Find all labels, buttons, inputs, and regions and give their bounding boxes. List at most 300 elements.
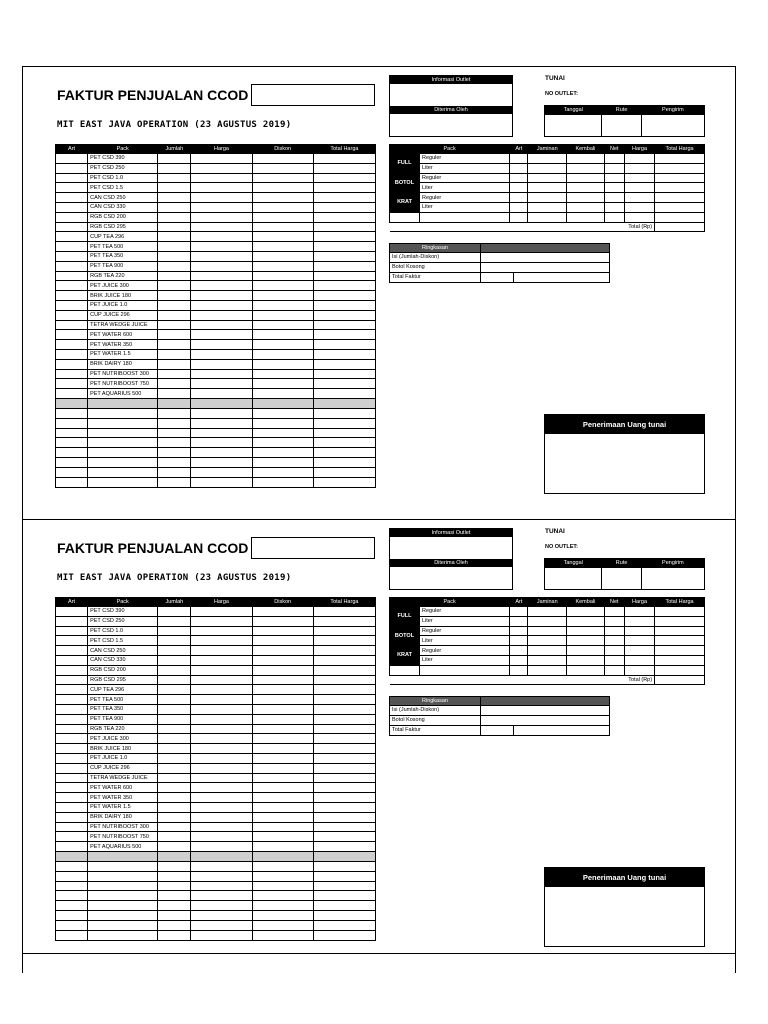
product-cell[interactable] [158,477,191,487]
product-cell[interactable] [313,616,375,626]
product-cell[interactable] [313,636,375,646]
product-cell[interactable] [88,398,158,408]
product-cell[interactable] [191,636,252,646]
product-cell[interactable] [313,901,375,911]
product-cell[interactable] [252,871,313,881]
pack-cell[interactable] [528,626,567,636]
product-cell[interactable] [56,320,88,330]
product-cell[interactable] [158,921,191,931]
product-cell[interactable] [158,734,191,744]
product-cell[interactable] [56,349,88,359]
product-cell[interactable] [158,822,191,832]
product-cell[interactable] [252,626,313,636]
pack-cell[interactable] [625,665,655,675]
product-cell[interactable] [56,901,88,911]
product-cell[interactable] [313,310,375,320]
product-cell[interactable] [252,330,313,340]
product-cell[interactable] [158,832,191,842]
product-cell[interactable] [158,261,191,271]
cash-receipt-box[interactable] [544,414,705,494]
product-cell[interactable] [313,232,375,242]
pack-cell[interactable] [528,173,567,183]
pack-cell[interactable] [604,655,624,665]
product-cell[interactable] [191,842,252,852]
product-cell[interactable] [158,438,191,448]
product-cell[interactable] [313,242,375,252]
product-cell[interactable] [191,330,252,340]
product-cell[interactable] [56,193,88,203]
product-cell[interactable] [252,438,313,448]
product-cell[interactable] [158,448,191,458]
product-cell[interactable] [313,861,375,871]
product-cell[interactable] [252,320,313,330]
product-cell[interactable] [158,359,191,369]
product-cell[interactable] [56,695,88,705]
product-cell[interactable] [252,183,313,193]
product-cell[interactable] [56,398,88,408]
product-cell[interactable] [56,930,88,940]
product-cell[interactable] [252,842,313,852]
product-cell[interactable] [313,448,375,458]
product-cell[interactable] [158,714,191,724]
product-cell[interactable] [313,744,375,754]
product-cell[interactable] [313,468,375,478]
pack-cell[interactable] [528,212,567,222]
pack-cell[interactable] [567,665,604,675]
product-cell[interactable] [191,891,252,901]
pack-cell[interactable] [510,626,528,636]
product-cell[interactable] [313,685,375,695]
pack-cell[interactable] [567,154,604,164]
pack-cell[interactable] [528,665,567,675]
product-cell[interactable] [191,300,252,310]
pack-cell[interactable] [510,607,528,617]
product-cell[interactable] [88,861,158,871]
product-cell[interactable] [313,773,375,783]
product-cell[interactable] [313,802,375,812]
product-cell[interactable] [158,646,191,656]
product-cell[interactable] [56,428,88,438]
product-cell[interactable] [313,438,375,448]
product-cell[interactable] [191,685,252,695]
product-cell[interactable] [313,359,375,369]
product-cell[interactable] [313,458,375,468]
product-cell[interactable] [56,261,88,271]
product-cell[interactable] [158,310,191,320]
sender-field[interactable] [641,568,704,590]
product-cell[interactable] [158,398,191,408]
product-cell[interactable] [56,861,88,871]
product-cell[interactable] [191,261,252,271]
product-cell[interactable] [158,773,191,783]
product-cell[interactable] [56,458,88,468]
product-cell[interactable] [252,714,313,724]
product-cell[interactable] [88,428,158,438]
pack-cell[interactable] [625,626,655,636]
product-cell[interactable] [191,695,252,705]
product-cell[interactable] [191,222,252,232]
product-cell[interactable] [56,202,88,212]
date-field[interactable] [545,115,602,137]
route-field[interactable] [602,568,641,590]
product-cell[interactable] [252,271,313,281]
summary-value[interactable] [481,725,610,735]
product-cell[interactable] [158,607,191,617]
product-cell[interactable] [252,646,313,656]
product-cell[interactable] [191,901,252,911]
product-cell[interactable] [313,812,375,822]
pack-cell[interactable] [567,202,604,212]
product-cell[interactable] [313,271,375,281]
product-cell[interactable] [158,193,191,203]
sender-field[interactable] [641,115,704,137]
route-field[interactable] [602,115,641,137]
product-cell[interactable] [191,163,252,173]
product-cell[interactable] [158,930,191,940]
product-cell[interactable] [191,154,252,164]
product-cell[interactable] [56,251,88,261]
product-cell[interactable] [56,438,88,448]
pack-cell[interactable] [510,655,528,665]
product-cell[interactable] [313,281,375,291]
pack-cell[interactable] [528,655,567,665]
product-cell[interactable] [56,881,88,891]
product-cell[interactable] [56,704,88,714]
product-cell[interactable] [313,930,375,940]
product-cell[interactable] [158,300,191,310]
product-cell[interactable] [252,793,313,803]
product-cell[interactable] [252,379,313,389]
product-cell[interactable] [191,281,252,291]
product-cell[interactable] [158,871,191,881]
pack-cell[interactable] [655,626,705,636]
product-cell[interactable] [252,173,313,183]
product-cell[interactable] [191,655,252,665]
product-cell[interactable] [191,783,252,793]
pack-cell[interactable] [655,154,705,164]
product-cell[interactable] [252,281,313,291]
product-cell[interactable] [191,340,252,350]
product-cell[interactable] [252,193,313,203]
product-cell[interactable] [88,448,158,458]
product-cell[interactable] [88,468,158,478]
pack-cell[interactable] [604,636,624,646]
product-cell[interactable] [191,665,252,675]
product-cell[interactable] [158,183,191,193]
product-cell[interactable] [252,773,313,783]
date-field[interactable] [545,568,602,590]
product-cell[interactable] [88,438,158,448]
product-cell[interactable] [56,842,88,852]
product-cell[interactable] [158,753,191,763]
product-cell[interactable] [313,379,375,389]
product-cell[interactable] [252,685,313,695]
pack-cell[interactable] [625,173,655,183]
product-cell[interactable] [313,607,375,617]
pack-cell[interactable] [510,183,528,193]
product-cell[interactable] [191,851,252,861]
product-cell[interactable] [191,646,252,656]
product-cell[interactable] [56,369,88,379]
product-cell[interactable] [191,202,252,212]
product-cell[interactable] [158,242,191,252]
product-cell[interactable] [313,822,375,832]
summary-value[interactable] [481,706,610,716]
product-cell[interactable] [191,242,252,252]
product-cell[interactable] [56,477,88,487]
product-cell[interactable] [252,607,313,617]
product-cell[interactable] [191,477,252,487]
pack-cell[interactable] [510,646,528,656]
product-cell[interactable] [88,871,158,881]
pack-cell[interactable] [420,212,510,222]
product-cell[interactable] [191,793,252,803]
product-cell[interactable] [191,398,252,408]
product-cell[interactable] [313,714,375,724]
product-cell[interactable] [313,477,375,487]
product-cell[interactable] [56,724,88,734]
pack-cell[interactable] [567,193,604,203]
product-cell[interactable] [56,242,88,252]
product-cell[interactable] [56,408,88,418]
product-cell[interactable] [158,881,191,891]
product-cell[interactable] [56,626,88,636]
product-cell[interactable] [158,173,191,183]
product-cell[interactable] [252,704,313,714]
product-cell[interactable] [191,310,252,320]
product-cell[interactable] [191,753,252,763]
pack-cell[interactable] [604,183,624,193]
product-cell[interactable] [56,291,88,301]
pack-cell[interactable] [528,183,567,193]
product-cell[interactable] [252,812,313,822]
product-cell[interactable] [252,695,313,705]
product-cell[interactable] [158,428,191,438]
product-cell[interactable] [158,783,191,793]
product-cell[interactable] [56,891,88,901]
pack-cell[interactable] [655,212,705,222]
product-cell[interactable] [313,763,375,773]
product-cell[interactable] [252,310,313,320]
pack-cell[interactable] [510,636,528,646]
product-cell[interactable] [191,763,252,773]
product-cell[interactable] [191,626,252,636]
product-cell[interactable] [252,616,313,626]
product-cell[interactable] [313,212,375,222]
product-cell[interactable] [313,793,375,803]
product-cell[interactable] [252,901,313,911]
product-cell[interactable] [313,163,375,173]
pack-cell[interactable] [604,212,624,222]
product-cell[interactable] [252,222,313,232]
product-cell[interactable] [252,911,313,921]
product-cell[interactable] [191,744,252,754]
product-cell[interactable] [313,704,375,714]
product-cell[interactable] [252,359,313,369]
product-cell[interactable] [313,398,375,408]
pack-cell[interactable] [390,212,420,222]
product-cell[interactable] [158,655,191,665]
product-cell[interactable] [252,851,313,861]
product-cell[interactable] [252,734,313,744]
product-cell[interactable] [56,359,88,369]
product-cell[interactable] [252,665,313,675]
pack-cell[interactable] [510,163,528,173]
pack-cell[interactable] [655,636,705,646]
cash-receipt-box[interactable] [544,867,705,947]
product-cell[interactable] [158,468,191,478]
product-cell[interactable] [313,881,375,891]
pack-cell[interactable] [567,173,604,183]
product-cell[interactable] [191,183,252,193]
product-cell[interactable] [252,261,313,271]
product-cell[interactable] [252,389,313,399]
product-cell[interactable] [158,291,191,301]
product-cell[interactable] [252,458,313,468]
product-cell[interactable] [191,812,252,822]
product-cell[interactable] [88,930,158,940]
invoice-number-field[interactable] [251,537,375,559]
product-cell[interactable] [191,271,252,281]
pack-cell[interactable] [604,616,624,626]
product-cell[interactable] [158,704,191,714]
pack-cell[interactable] [567,163,604,173]
pack-cell[interactable] [655,202,705,212]
product-cell[interactable] [88,851,158,861]
product-cell[interactable] [191,438,252,448]
pack-cell[interactable] [567,646,604,656]
pack-cell[interactable] [510,173,528,183]
product-cell[interactable] [88,408,158,418]
outlet-info-box[interactable] [389,75,513,137]
product-cell[interactable] [252,753,313,763]
product-cell[interactable] [313,842,375,852]
product-cell[interactable] [313,911,375,921]
product-cell[interactable] [191,921,252,931]
product-cell[interactable] [313,734,375,744]
product-cell[interactable] [88,911,158,921]
product-cell[interactable] [191,930,252,940]
pack-cell[interactable] [655,646,705,656]
product-cell[interactable] [158,861,191,871]
product-cell[interactable] [313,369,375,379]
product-cell[interactable] [252,340,313,350]
product-cell[interactable] [158,281,191,291]
pack-cell[interactable] [528,607,567,617]
product-cell[interactable] [191,251,252,261]
product-cell[interactable] [56,783,88,793]
product-cell[interactable] [158,695,191,705]
product-cell[interactable] [158,202,191,212]
pack-cell[interactable] [528,616,567,626]
product-cell[interactable] [313,695,375,705]
product-cell[interactable] [313,891,375,901]
product-cell[interactable] [313,646,375,656]
product-cell[interactable] [191,871,252,881]
pack-cell[interactable] [604,202,624,212]
product-cell[interactable] [56,851,88,861]
product-cell[interactable] [252,636,313,646]
product-cell[interactable] [56,173,88,183]
pack-cell[interactable] [528,202,567,212]
product-cell[interactable] [252,251,313,261]
product-cell[interactable] [56,448,88,458]
product-cell[interactable] [252,891,313,901]
product-cell[interactable] [191,714,252,724]
product-cell[interactable] [56,616,88,626]
product-cell[interactable] [313,349,375,359]
pack-cell[interactable] [528,646,567,656]
product-cell[interactable] [191,911,252,921]
product-cell[interactable] [313,724,375,734]
product-cell[interactable] [313,251,375,261]
product-cell[interactable] [252,408,313,418]
summary-value[interactable] [481,253,610,263]
product-cell[interactable] [191,861,252,871]
product-cell[interactable] [56,222,88,232]
product-cell[interactable] [56,636,88,646]
pack-cell[interactable] [567,183,604,193]
pack-cell[interactable] [625,212,655,222]
pack-cell[interactable] [625,193,655,203]
total-rp-value[interactable] [655,675,705,685]
pack-cell[interactable] [604,646,624,656]
pack-cell[interactable] [655,665,705,675]
product-cell[interactable] [56,911,88,921]
product-cell[interactable] [191,193,252,203]
product-cell[interactable] [158,408,191,418]
product-cell[interactable] [56,271,88,281]
product-cell[interactable] [158,724,191,734]
product-cell[interactable] [56,183,88,193]
product-cell[interactable] [158,744,191,754]
product-cell[interactable] [56,685,88,695]
product-cell[interactable] [158,812,191,822]
product-cell[interactable] [252,398,313,408]
product-cell[interactable] [313,291,375,301]
product-cell[interactable] [313,320,375,330]
product-cell[interactable] [158,232,191,242]
product-cell[interactable] [158,379,191,389]
product-cell[interactable] [252,832,313,842]
product-cell[interactable] [313,832,375,842]
product-cell[interactable] [252,418,313,428]
product-cell[interactable] [56,281,88,291]
product-cell[interactable] [56,822,88,832]
product-cell[interactable] [88,881,158,891]
pack-cell[interactable] [655,173,705,183]
product-cell[interactable] [56,163,88,173]
product-cell[interactable] [313,173,375,183]
pack-cell[interactable] [420,665,510,675]
product-cell[interactable] [191,389,252,399]
product-cell[interactable] [191,822,252,832]
summary-value[interactable] [481,262,610,272]
pack-cell[interactable] [510,616,528,626]
product-cell[interactable] [313,340,375,350]
product-cell[interactable] [252,428,313,438]
product-cell[interactable] [191,320,252,330]
product-cell[interactable] [56,310,88,320]
product-cell[interactable] [313,300,375,310]
product-cell[interactable] [252,881,313,891]
product-cell[interactable] [158,271,191,281]
product-cell[interactable] [252,655,313,665]
product-cell[interactable] [313,675,375,685]
product-cell[interactable] [191,379,252,389]
product-cell[interactable] [252,291,313,301]
product-cell[interactable] [252,468,313,478]
